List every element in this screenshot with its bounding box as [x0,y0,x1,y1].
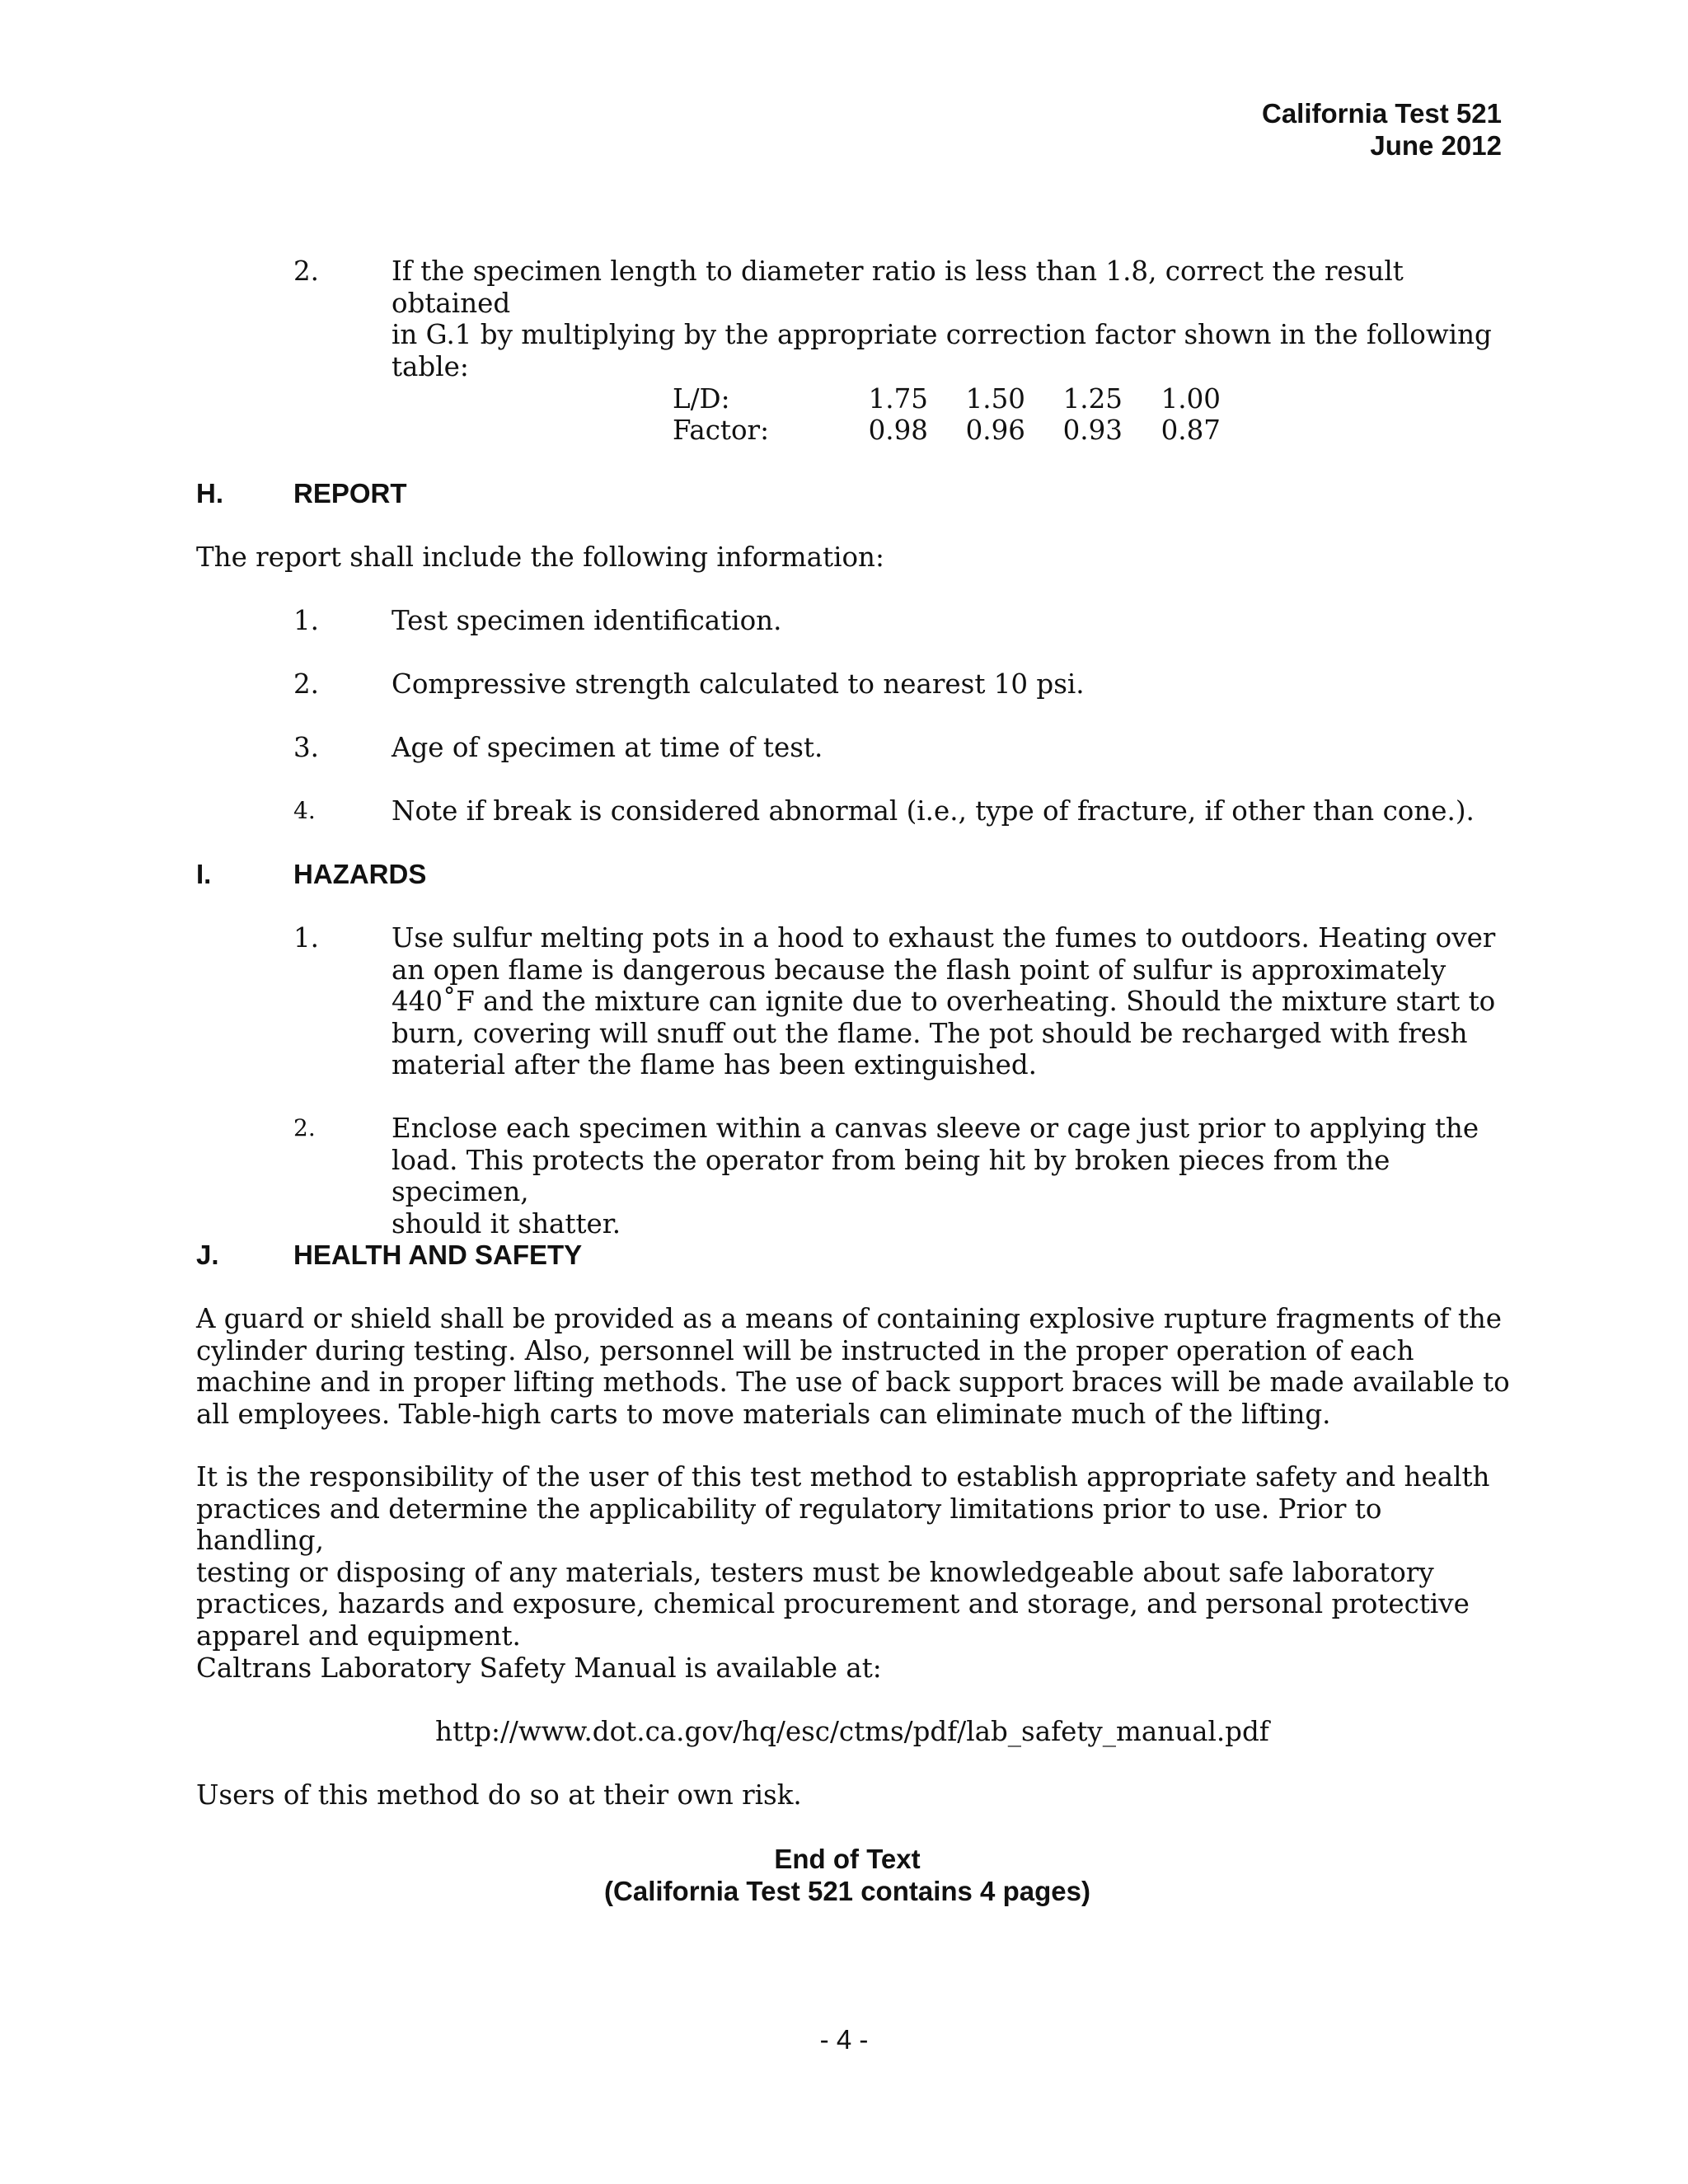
report-item-number: 3. [293,732,320,763]
factor-value: 0.96 [965,415,1025,446]
section-h-title: REPORT [293,478,407,509]
ld-label: L/D: [673,383,730,415]
ld-value: 1.50 [965,383,1025,415]
section-j-letter: J. [196,1240,219,1270]
health-safety-paragraph-2: It is the responsibility of the user of this test method to establish appropriate safety and health practices and determine the applicability of regulatory limitations prior to use. Prior to handling, testing or disposing of any materials, testers must be knowledgeable about safe laboratory practices, hazards and exposure, chemical procurement and storage, and personal protective apparel and equipment. [196,1461,1490,1652]
end-of-text-line: End of Text [774,1844,921,1874]
health-safety-paragraph-1: A guard or shield shall be provided as a means of containing explosive rupture fragments of the cylinder during testing. Also, personnel will be instructed in the proper operation of each machine and in proper lifting methods. The use of back support braces will be made available to all employees. Table-high carts to move materials can eliminate much of the lifting. [196,1303,1510,1430]
report-item-text: Compressive strength calculated to nearest 10 psi. [392,668,1085,700]
hazard-item-text: Use sulfur melting pots in a hood to exhaust the fumes to outdoors. Heating over an open flame is dangerous because the flash point of sulfur is approximately 440˚F and the mixture can ignite due to overheating. Should the mixture start to burn, covering will snuff out the flame. The pot should be recharged with fresh material after the flame has been extinguished. [392,922,1496,1080]
report-item-number: 1. [293,605,320,636]
report-item-text: Test specimen identification. [392,605,782,636]
hazard-item-number: 1. [293,922,320,954]
g-item-text: If the specimen length to diameter ratio is less than 1.8, correct the result obtained in G.1 by multiplying by the appropriate correction factor shown in the following table: [392,255,1492,382]
section-i-title: HAZARDS [293,859,427,889]
report-item-text: Note if break is considered abnormal (i.e., type of fracture, if other than cone.). [392,795,1475,827]
factor-value: 0.98 [868,415,928,446]
safety-manual-url: http://www.dot.ca.gov/hq/esc/ctms/pdf/lab_safety_manual.pdf [435,1716,1269,1747]
section-j-title: HEALTH AND SAFETY [293,1240,583,1270]
page-header [1262,97,1502,162]
page-number: - 4 - [819,2024,869,2055]
ld-value: 1.25 [1062,383,1123,415]
factor-label: Factor: [673,415,770,446]
factor-value: 0.87 [1160,415,1221,446]
ld-value: 1.00 [1160,383,1221,415]
report-intro: The report shall include the following information: [196,541,884,573]
factor-value: 0.93 [1062,415,1123,446]
report-item-number: 2. [293,668,320,700]
end-of-text [3,1843,1688,1907]
hazard-item-text: Enclose each specimen within a canvas sleeve or cage just prior to applying the load. This protects the operator from being hit by broken pieces from the specimen, should it shatter. [392,1113,1479,1240]
page-count-note: (California Test 521 contains 4 pages) [604,1876,1090,1906]
report-item-text: Age of specimen at time of test. [392,732,823,763]
report-item-number: 4. [293,797,316,824]
hazard-item-number: 2. [293,1114,316,1141]
header-date: June 2012 [1370,130,1502,161]
header-test-name: California Test 521 [1262,98,1502,129]
section-h-letter: H. [196,478,223,509]
section-i-letter: I. [196,859,212,889]
g-item-number: 2. [293,255,320,287]
risk-statement: Users of this method do so at their own risk. [196,1779,802,1811]
safety-manual-intro: Caltrans Laboratory Safety Manual is available at: [196,1652,882,1684]
ld-value: 1.75 [868,383,928,415]
